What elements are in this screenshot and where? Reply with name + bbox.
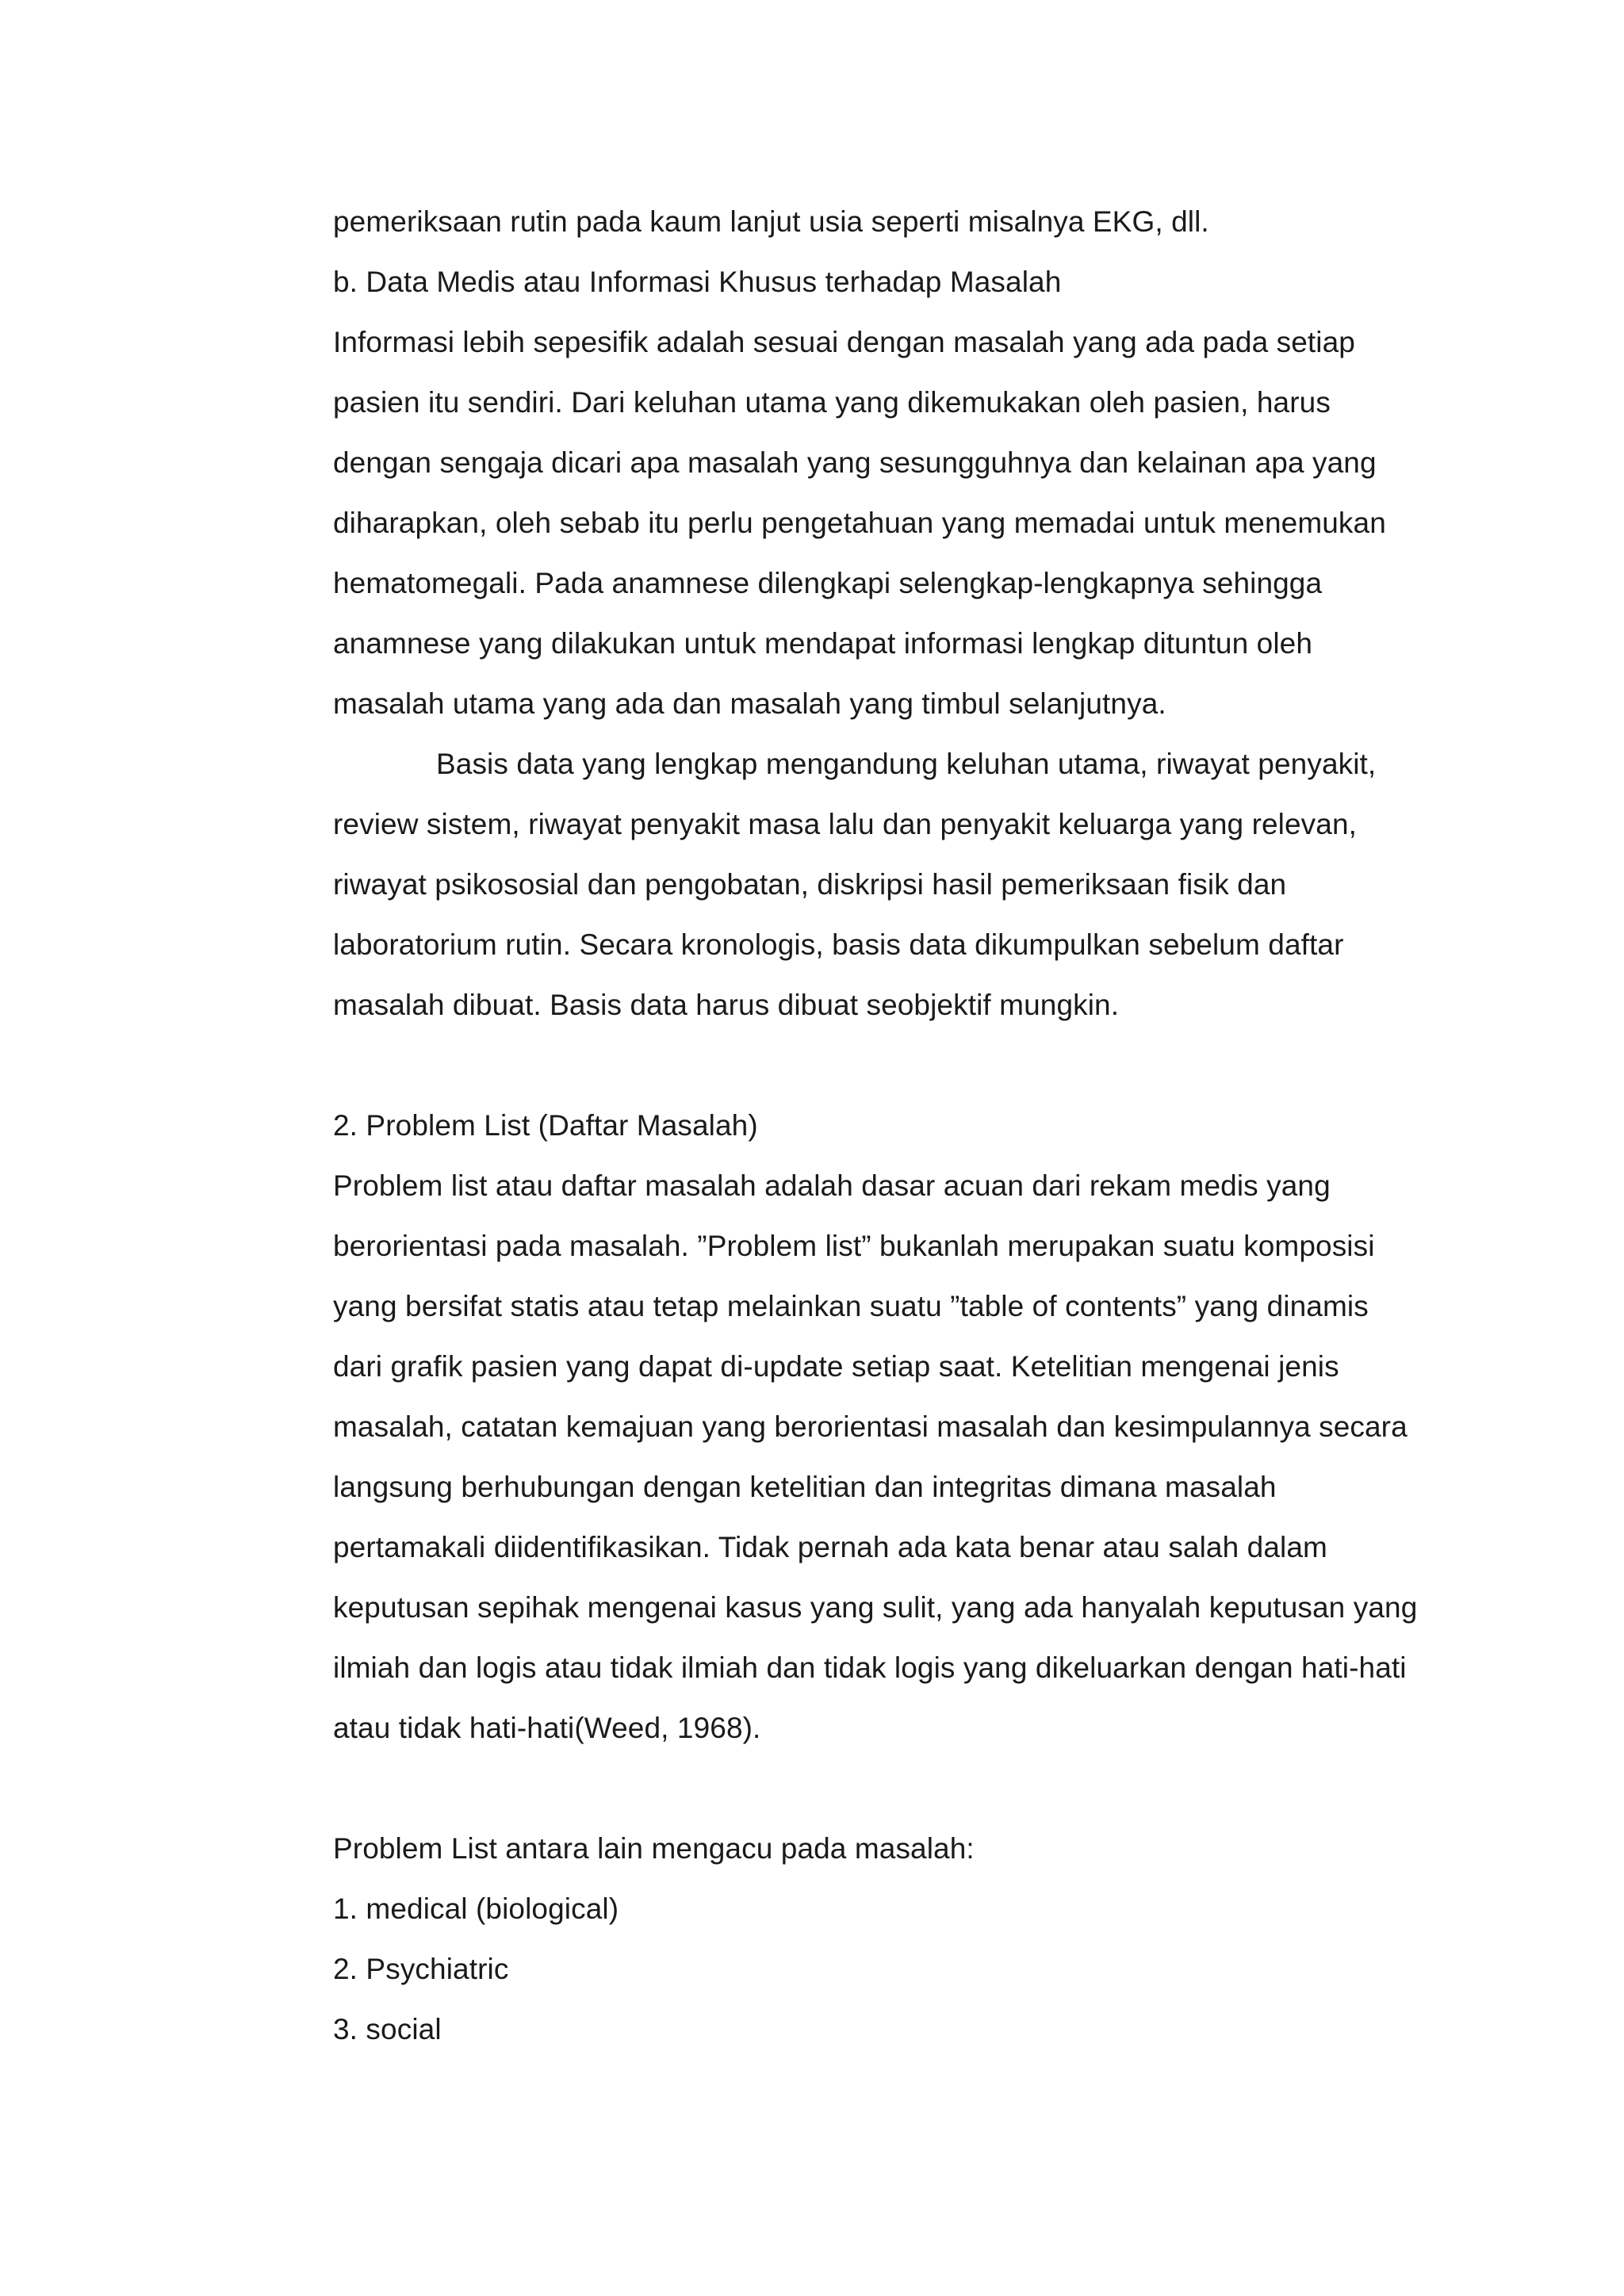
section-2-line: ilmiah dan logis atau tidak ilmiah dan tidak logis yang dikeluarkan dengan hati-hati [333,1651,1407,1684]
section-b-line: pasien itu sendiri. Dari keluhan utama yang dikemukakan oleh pasien, harus [333,386,1331,419]
problem-list-item: 1. medical (biological) [333,1892,619,1925]
document-body [333,192,1459,2060]
section-b-line: diharapkan, oleh sebab itu perlu pengetahuan yang memadai untuk menemukan [333,507,1386,539]
section-b-line: Informasi lebih sepesifik adalah sesuai dengan masalah yang ada pada setiap [333,326,1355,358]
basis-data-line: riwayat psikososial dan pengobatan, diskripsi hasil pemeriksaan fisik dan [333,868,1287,901]
problem-list-item: 3. social [333,2013,442,2045]
section-b-line: masalah utama yang ada dan masalah yang timbul selanjutnya. [333,687,1166,720]
section-b-line: anamnese yang dilakukan untuk mendapat informasi lengkap dituntun oleh [333,627,1312,660]
section-b-line: dengan sengaja dicari apa masalah yang sesungguhnya dan kelainan apa yang [333,446,1377,479]
section-2-line: pertamakali diidentifikasikan. Tidak pernah ada kata benar atau salah dalam [333,1531,1327,1563]
section-2-line: yang bersifat statis atau tetap melainkan suatu ”table of contents” yang dinamis [333,1290,1369,1322]
problem-list-intro: Problem List antara lain mengacu pada masalah: [333,1832,975,1865]
section-b-line: hematomegali. Pada anamnese dilengkapi selengkap-lengkapnya sehingga [333,567,1323,599]
intro-line: pemeriksaan rutin pada kaum lanjut usia seperti misalnya EKG, dll. [333,205,1209,238]
paragraph-spacer [333,1035,1459,1096]
basis-data-line: masalah dibuat. Basis data harus dibuat seobjektif mungkin. [333,989,1120,1021]
section-2-heading: 2. Problem List (Daftar Masalah) [333,1109,758,1142]
section-2-line: berorientasi pada masalah. ”Problem list” bukanlah merupakan suatu komposisi [333,1230,1375,1262]
section-2-line: masalah, catatan kemajuan yang berorientasi masalah dan kesimpulannya secara [333,1410,1408,1443]
problem-list-item: 2. Psychiatric [333,1953,509,1985]
section-2-line: keputusan sepihak mengenai kasus yang sulit, yang ada hanyalah keputusan yang [333,1591,1418,1624]
section-2-line: dari grafik pasien yang dapat di-update setiap saat. Ketelitian mengenai jenis [333,1350,1339,1383]
basis-data-line: Basis data yang lengkap mengandung keluhan utama, riwayat penyakit, [436,748,1377,780]
section-2-line: langsung berhubungan dengan ketelitian dan integritas dimana masalah [333,1471,1277,1503]
section-2-line: atau tidak hati-hati(Weed, 1968). [333,1712,761,1744]
section-2-line: Problem list atau daftar masalah adalah dasar acuan dari rekam medis yang [333,1169,1331,1202]
basis-data-line: review sistem, riwayat penyakit masa lalu dan penyakit keluarga yang relevan, [333,808,1358,840]
paragraph-spacer [333,1758,1459,1819]
section-b-heading: b. Data Medis atau Informasi Khusus terhadap Masalah [333,266,1062,298]
basis-data-line: laboratorium rutin. Secara kronologis, basis data dikumpulkan sebelum daftar [333,928,1344,961]
